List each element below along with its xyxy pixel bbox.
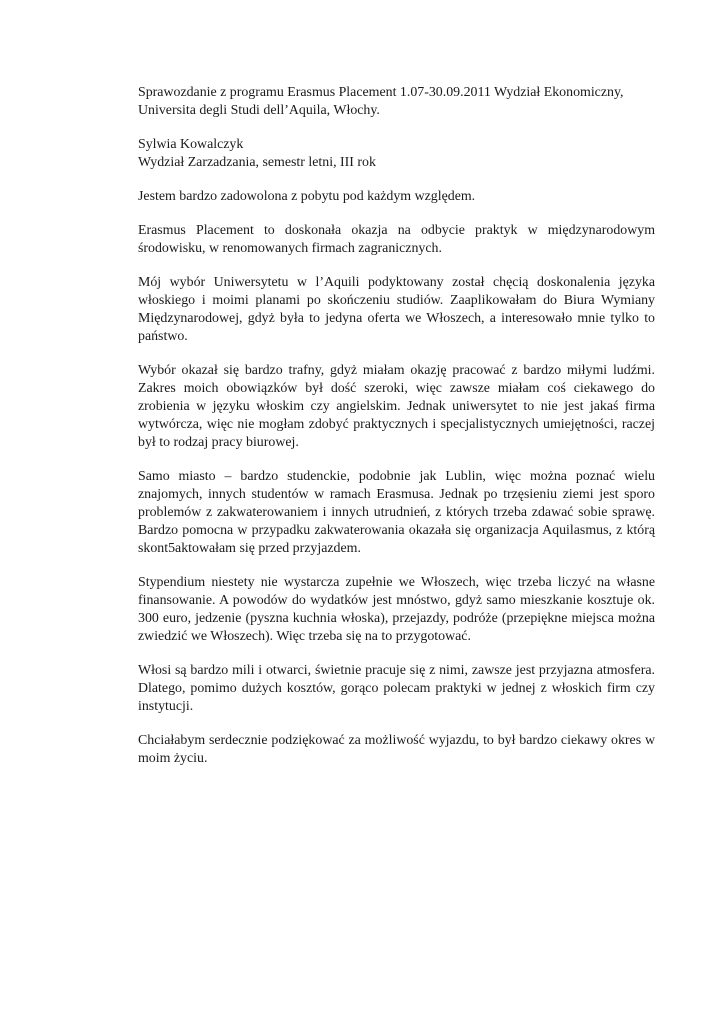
report-title bbox=[138, 84, 655, 120]
author-info bbox=[138, 136, 655, 172]
paragraph-5: Samo miasto – bardzo studenckie, podobnie jak Lublin, więc można poznać wielu znajomych, innych studentów w ramach Erasmusa. Jednak po trzęsieniu ziemi jest sporo problemów z zakwaterowaniem i innych utrudnień, z których trzeba zdawać sobie sprawę. Bardzo pomocna w przypadku zakwaterowania okazała się organizacja Aquilasmus, z którą skont5aktowałam się przed przyjazdem. bbox=[138, 469, 655, 556]
paragraph-4: Wybór okazał się bardzo trafny, gdyż miałam okazję pracować z bardzo miłymi ludźmi. Zakres moich obowiązków był dość szeroki, więc zawsze miałam coś ciekawego do zrobienia w języku włoskim czy angielskim. Jednak uniwersytet to nie jest jakaś firma wytwórcza, więc nie mogłam zdobyć praktycznych i specjalistycznych umiejętności, raczej był to rodzaj pracy biurowej. bbox=[138, 363, 655, 450]
paragraph-6: Stypendium niestety nie wystarcza zupełnie we Włoszech, więc trzeba liczyć na własne finansowanie. A powodów do wydatków jest mnóstwo, gdyż samo mieszkanie kosztuje ok. 300 euro, jedzenie (pyszna kuchnia włoska), przejazdy, podróże (przepiękne miejsca można zwiedzić we Włoszech). Więc trzeba się na to przygotować. bbox=[138, 575, 655, 644]
report-title-line-2: Universita degli Studi dell’Aquila, Włochy. bbox=[138, 103, 380, 118]
paragraph-3: Mój wybór Uniwersytetu w l’Aquili podyktowany został chęcią doskonalenia języka włoskiego i moimi planami po skończeniu studiów. Zaaplikowałam do Biura Wymiany Międzynarodowej, gdyż była to jedyna oferta we Włoszech, a interesowało mnie tylko to państwo. bbox=[138, 275, 655, 344]
paragraph-1: Jestem bardzo zadowolona z pobytu pod każdym względem. bbox=[138, 189, 476, 204]
report-title-line-1: Sprawozdanie z programu Erasmus Placement 1.07-30.09.2011 Wydział Ekonomiczny, bbox=[138, 85, 624, 100]
author-name: Sylwia Kowalczyk bbox=[138, 137, 244, 152]
document-page bbox=[138, 84, 655, 784]
paragraph-2: Erasmus Placement to doskonała okazja na odbycie praktyk w międzynarodowym środowisku, w renomowanych firmach zagranicznych. bbox=[138, 223, 655, 256]
paragraph-7: Włosi są bardzo mili i otwarci, świetnie pracuje się z nimi, zawsze jest przyjazna atmosfera. Dlatego, pomimo dużych kosztów, gorąco polecam praktyki w jednej z włoskich firm czy instytucji. bbox=[138, 663, 655, 714]
paragraph-8: Chciałabym serdecznie podziękować za możliwość wyjazdu, to był bardzo ciekawy okres w moim życiu. bbox=[138, 733, 655, 766]
author-affiliation: Wydział Zarzadzania, semestr letni, III rok bbox=[138, 155, 376, 170]
